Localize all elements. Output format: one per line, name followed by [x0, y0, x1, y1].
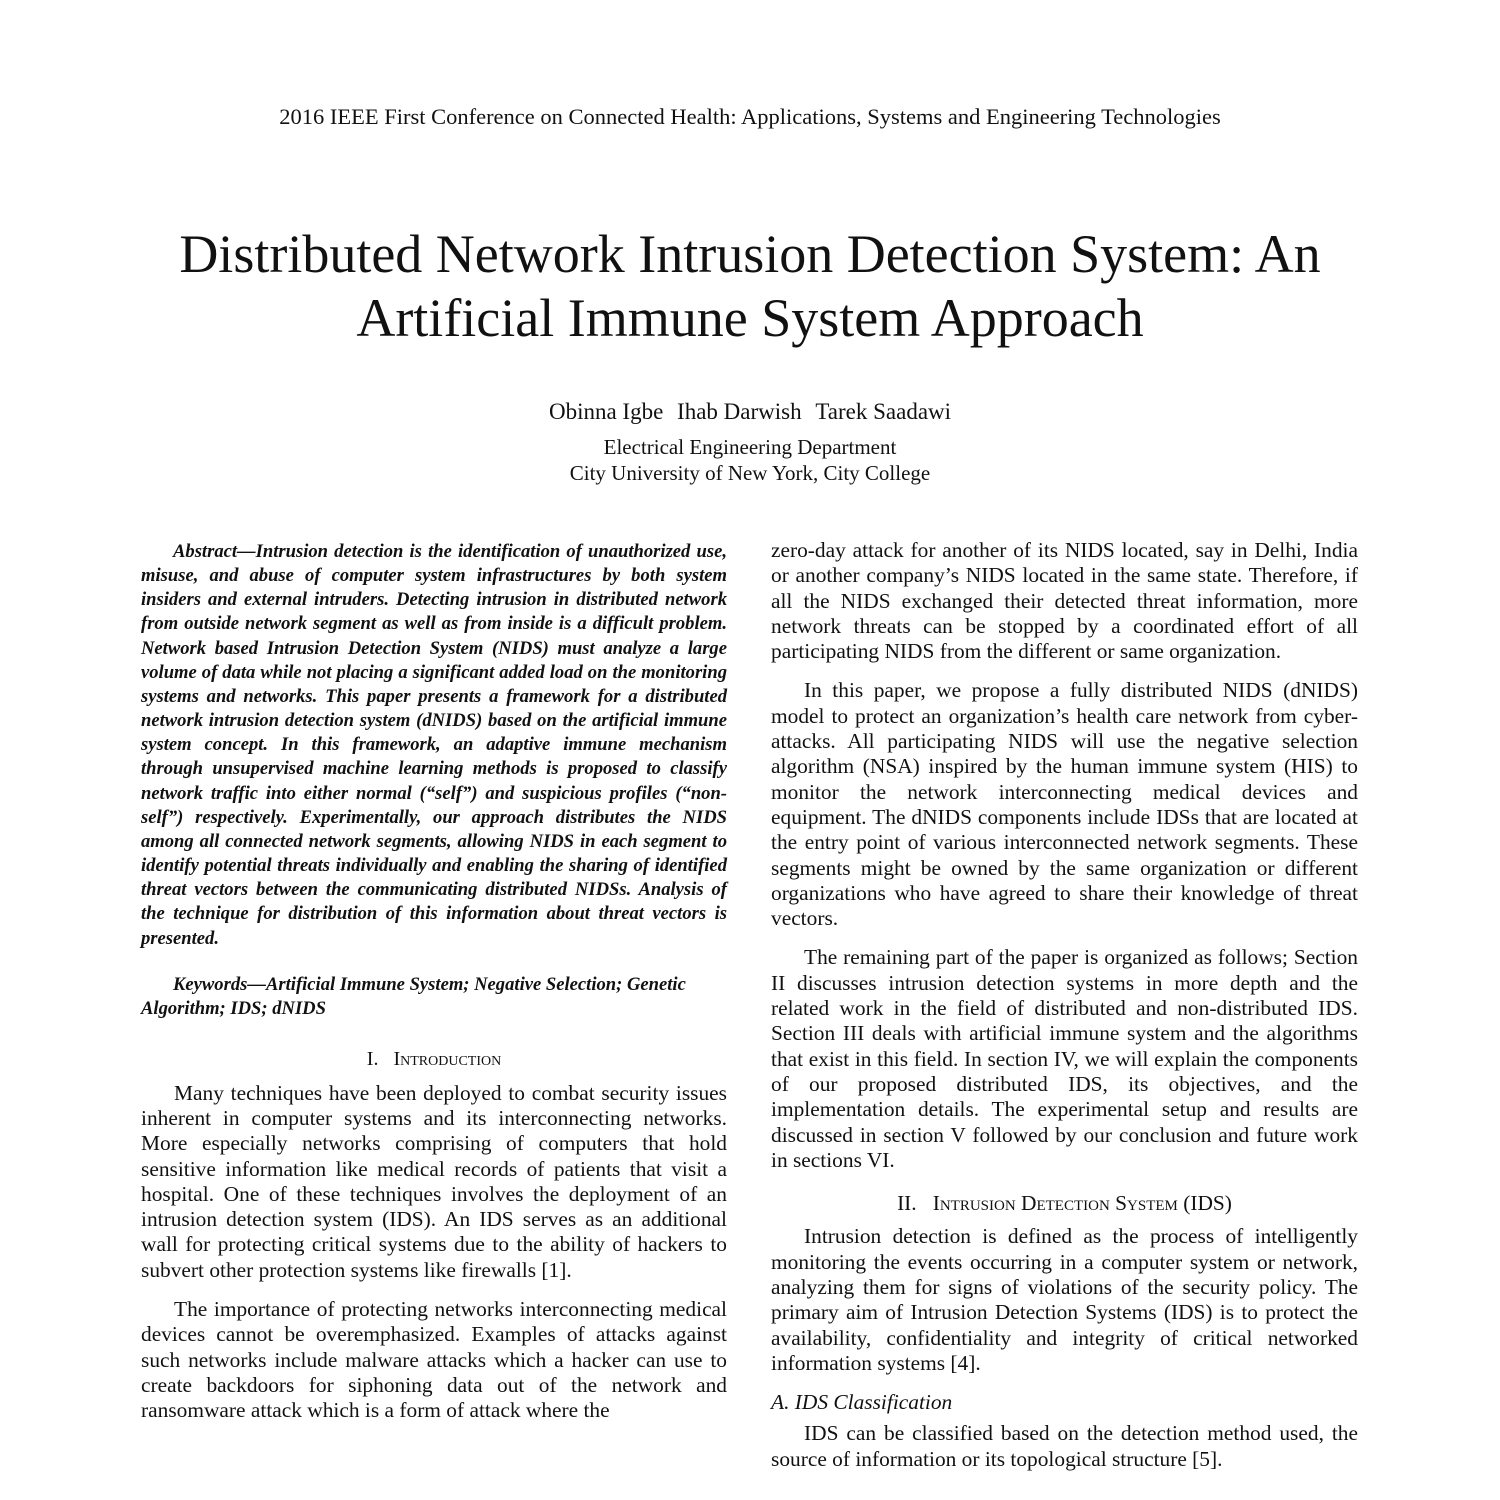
introduction-body — [141, 1081, 727, 1424]
section-number: II. — [897, 1191, 917, 1216]
abstract: Abstract—Intrusion detection is the identification of unauthorized use, misuse, and abuse of computer system infrastructures by both system insiders and external intruders. Detecting intrusion in distributed network from outside network segment as well as from inside is a difficult problem. Network based Intrusion Detection System (NIDS) must analyze a large volume of data while not placing a significant added load on the monitoring systems and networks. This paper presents a framework for a distributed network intrusion detection system (dNIDS) based on the artificial immune system concept. In this framework, an adaptive immune mechanism through unsupervised machine learning methods is proposed to classify network traffic into either normal (“self”) and suspicious profiles (“non-self”) respectively. Experimentally, our approach distributes the NIDS among all connected network segments, allowing NIDS in each segment to identify potential threats individually and enabling the sharing of identified threat vectors between the communicating distributed NIDSs. Analysis of the technique for distribution of this information about threat vectors is presented. — [141, 541, 727, 949]
conference-header: 2016 IEEE First Conference on Connected Health: Applications, Systems and Engineering Technologies — [279, 104, 1221, 129]
author-name: Ihab Darwish — [677, 399, 802, 424]
author-name: Tarek Saadawi — [815, 399, 952, 424]
affiliation — [0, 434, 1500, 486]
keywords: Keywords—Artificial Immune System; Negative Selection; Genetic Algorithm; IDS; dNIDS — [141, 973, 686, 1020]
section-title: Intrusion Detection System (IDS) — [932, 1191, 1232, 1216]
paragraph: Many techniques have been deployed to combat security issues inherent in computer systems and its interconnecting networks. More especially networks comprising of computers that hold sensitive information like medical records of patients that visit a hospital. One of these techniques involves the deployment of an intrusion detection system (IDS). An IDS serves as an additional wall for protecting critical systems due to the ability of hackers to subvert other protection systems like firewalls [1]. — [141, 1080, 727, 1282]
section-title: Introduction — [393, 1047, 502, 1070]
paper-title — [100, 222, 1400, 350]
author-name: Obinna Igbe — [548, 399, 664, 424]
section-heading-ids — [771, 1191, 1358, 1216]
right-column — [771, 538, 1358, 1486]
affiliation-institution: City University of New York, City College — [569, 461, 931, 485]
section-heading-introduction — [141, 1048, 727, 1071]
paragraph: In this paper, we propose a fully distributed NIDS (dNIDS) model to protect an organization’s health care network from cyber-attacks. All participating NIDS will use the negative selection algorithm (NSA) inspired by the human immune system (HIS) to monitor the network interconnecting medical devices and equipment. The dNIDS components include IDSs that are located at the entry point of various interconnected network segments. These segments might be owned by the same organization or different organizations who have agreed to share their knowledge of threat vectors. — [771, 678, 1358, 931]
section-number: I. — [366, 1047, 379, 1070]
title-line-1: Distributed Network Intrusion Detection System: An — [179, 224, 1321, 284]
left-column — [141, 540, 727, 1438]
paragraph: Intrusion detection is defined as the process of intelligently monitoring the events occurring in a computer system or network, analyzing them for signs of violations of the security policy. The primary aim of Intrusion Detection Systems (IDS) is to protect the availability, confidentiality and integrity of critical networked information systems [4]. — [771, 1224, 1358, 1375]
title-line-2: Artificial Immune System Approach — [356, 288, 1144, 348]
subsection-heading: A. IDS Classification — [771, 1390, 953, 1415]
paragraph: The importance of protecting networks interconnecting medical devices cannot be overemphasized. Examples of attacks against such networks include malware attacks which a hacker can use to create backdoors for siphoning data out of the network and ransomware attack which is a form of attack where the — [141, 1297, 727, 1423]
paragraph: IDS can be classified based on the detection method used, the source of information or its topological structure [5]. — [771, 1421, 1358, 1471]
paragraph: zero-day attack for another of its NIDS located, say in Delhi, India or another company’s NIDS located in the same state. Therefore, if all the NIDS exchanged their detected threat information, more network threats can be stopped by a coordinated effort of all participating NIDS from the different or same organization. — [771, 538, 1358, 664]
paragraph: The remaining part of the paper is organized as follows; Section II discusses intrusion detection systems in more depth and the related work in the field of distributed and non-distributed IDS. Section III deals with artificial immune system and the algorithms that exist in this field. In section IV, we will explain the components of our proposed distributed IDS, its objectives, and the implementation details. The experimental setup and results are discussed in section V followed by our conclusion and future work in sections VI. — [771, 945, 1358, 1172]
author-list — [0, 399, 1500, 425]
affiliation-department: Electrical Engineering Department — [603, 435, 897, 459]
